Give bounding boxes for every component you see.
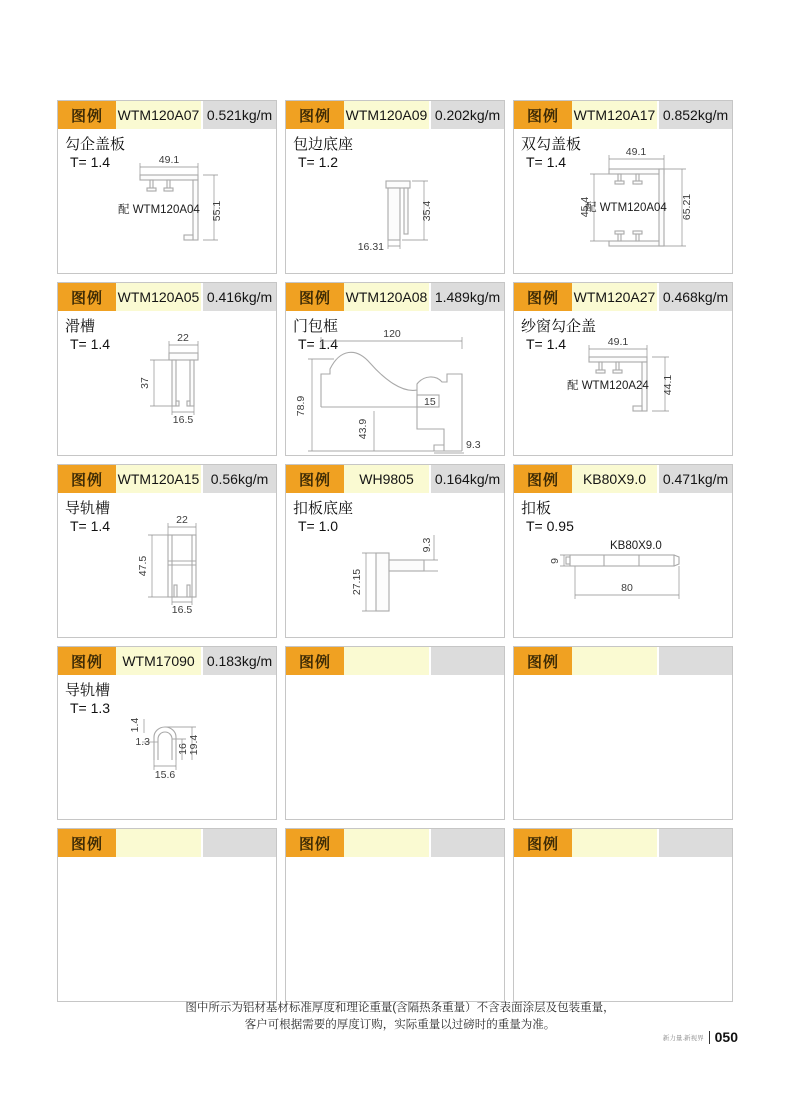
weight-value: 0.56kg/m [201, 465, 276, 493]
legend-badge: 图例 [58, 283, 116, 311]
dim-width-label: 49.1 [625, 146, 647, 158]
legend-badge: 图例 [514, 465, 572, 493]
weight-value [201, 829, 276, 857]
profile-card-empty [57, 828, 277, 1002]
profile-outline [376, 553, 424, 611]
dim-bottom-label: 16.5 [171, 604, 193, 616]
weight-value [657, 829, 732, 857]
profile-card [513, 464, 733, 638]
profile-card [513, 282, 733, 456]
profile-title: 扣板底座 [293, 500, 354, 517]
profile-drawing [286, 129, 504, 273]
profile-card [57, 282, 277, 456]
dim-height-label: 35.4 [421, 200, 433, 222]
thickness-value: T= 1.3 [70, 700, 111, 716]
legend-badge: 图例 [286, 101, 344, 129]
card-body [286, 311, 504, 455]
weight-value [657, 647, 732, 675]
card-header [514, 465, 732, 493]
dim-foot-label: 9.3 [466, 439, 481, 451]
dim-height-label: 44.1 [662, 374, 674, 396]
legend-badge: 图例 [286, 465, 344, 493]
weight-value: 0.164kg/m [429, 465, 504, 493]
weight-value: 0.202kg/m [429, 101, 504, 129]
dim-width-label: 49.1 [158, 154, 180, 166]
dim-height-label: 9 [549, 558, 561, 564]
card-body [58, 493, 276, 637]
profile-card [57, 646, 277, 820]
profile-card-empty [513, 646, 733, 820]
profile-title: 勾企盖板 [65, 136, 126, 153]
mating-note: 配 WTM120A04 [585, 202, 667, 214]
thickness-value: T= 1.4 [70, 518, 111, 534]
mating-note: 配 WTM120A24 [567, 380, 649, 392]
card-body [514, 493, 732, 637]
profile-title: 导轨槽 [65, 500, 111, 517]
legend-badge: 图例 [286, 647, 344, 675]
profile-card-empty [285, 828, 505, 1002]
dim-height-label: 47.5 [137, 555, 149, 577]
legend-badge: 图例 [514, 829, 572, 857]
profile-card-empty [285, 646, 505, 820]
card-body [514, 857, 732, 1001]
profile-title: 扣板 [521, 500, 552, 517]
weight-value: 0.468kg/m [657, 283, 732, 311]
model-code: WTM120A15 [116, 465, 201, 493]
thickness-value: T= 1.4 [526, 336, 567, 352]
profile-title: 纱窗勾企盖 [521, 318, 597, 335]
profile-outline [169, 353, 198, 406]
thickness-value: T= 1.4 [70, 336, 111, 352]
card-header [514, 283, 732, 311]
legend-badge: 图例 [286, 283, 344, 311]
card-body [514, 129, 732, 273]
profile-card [285, 282, 505, 456]
model-code: WTM120A07 [116, 101, 201, 129]
dim-width-label: 49.1 [607, 336, 629, 348]
dim-bottom-label: 15.6 [154, 769, 176, 781]
dim-top-label: 1.4 [129, 717, 141, 733]
dim-left-height-label: 45.4 [579, 196, 591, 218]
model-code: WTM120A08 [344, 283, 429, 311]
legend-badge: 图例 [58, 829, 116, 857]
weight-value: 0.852kg/m [657, 101, 732, 129]
brand-slogan: 新力量.新视界 [662, 1034, 704, 1042]
profile-card [513, 100, 733, 274]
weight-value: 0.416kg/m [201, 283, 276, 311]
model-code: WTM120A05 [116, 283, 201, 311]
card-body [58, 129, 276, 273]
card-header [514, 829, 732, 857]
profile-card-empty [513, 828, 733, 1002]
model-code [344, 829, 429, 857]
card-body [58, 311, 276, 455]
dim-right-height-label: 65.21 [681, 193, 693, 221]
weight-value [429, 829, 504, 857]
profile-title: 导轨槽 [65, 682, 111, 699]
card-header [58, 647, 276, 675]
dim-outer-height-label: 19.4 [188, 734, 200, 756]
dim-width-label: 16.31 [357, 241, 384, 253]
card-header [58, 829, 276, 857]
profile-drawing [286, 493, 504, 637]
dim-width-label: 120 [383, 328, 401, 340]
card-body [286, 129, 504, 273]
profile-outline [386, 181, 410, 240]
profile-card [285, 100, 505, 274]
profile-title: 滑槽 [65, 318, 96, 335]
legend-badge: 图例 [514, 283, 572, 311]
profile-outline [566, 555, 679, 566]
legend-badge: 图例 [58, 101, 116, 129]
dimension-lines [560, 555, 679, 599]
card-header [58, 101, 276, 129]
disclaimer-line-1: 图中所示为铝材基材标准厚度和理论重量(含隔热条重量）不含表面涂层及包装重量， [185, 1002, 615, 1014]
card-header [286, 283, 504, 311]
model-code: KB80X9.0 [572, 465, 657, 493]
model-code: WTM120A09 [344, 101, 429, 129]
dim-width-label: 22 [176, 514, 188, 526]
profile-drawing [514, 129, 732, 273]
card-body [514, 311, 732, 455]
dim-inner-height-label: 43.9 [357, 418, 369, 440]
thickness-value: T= 1.4 [70, 154, 111, 170]
card-header [58, 465, 276, 493]
card-header [286, 101, 504, 129]
brand-divider [709, 1031, 710, 1044]
card-header [286, 829, 504, 857]
profile-drawing [58, 311, 276, 455]
weight-value: 0.521kg/m [201, 101, 276, 129]
dim-bottom-label: 16.5 [172, 414, 194, 426]
model-code [572, 829, 657, 857]
thickness-value: T= 0.95 [526, 518, 574, 534]
model-code [344, 647, 429, 675]
profile-title: 包边底座 [293, 136, 354, 153]
profile-drawing [514, 311, 732, 455]
profile-title: 门包框 [293, 318, 339, 335]
profile-outline [154, 727, 176, 760]
weight-value [429, 647, 504, 675]
card-body [286, 675, 504, 819]
card-header [514, 647, 732, 675]
dimension-lines [589, 345, 669, 411]
legend-badge: 图例 [514, 101, 572, 129]
profile-drawing [58, 129, 276, 273]
footer-brand [663, 1029, 738, 1045]
dim-arm-label: 9.3 [421, 537, 433, 553]
profile-title: 双勾盖板 [521, 136, 582, 153]
disclaimer-line-2: 客户可根据需要的厚度订购，实际重量以过磅时的重量为准。 [244, 1019, 556, 1031]
dim-height-label: 55.1 [211, 200, 223, 222]
card-body [58, 857, 276, 1001]
model-code: WTM17090 [116, 647, 201, 675]
thickness-value: T= 1.4 [526, 154, 567, 170]
card-header [58, 283, 276, 311]
card-body [286, 493, 504, 637]
card-body [58, 675, 276, 819]
dim-height-label: 78.9 [295, 395, 307, 417]
dim-height-label: 27.15 [351, 568, 363, 596]
profile-drawing [286, 311, 504, 455]
legend-badge: 图例 [58, 647, 116, 675]
page-number: 050 [714, 1029, 738, 1045]
profile-card [57, 100, 277, 274]
dim-width-label: 80 [621, 582, 633, 594]
mating-note: 配 WTM120A04 [118, 204, 200, 216]
thickness-value: T= 1.0 [298, 518, 339, 534]
thickness-value: T= 1.2 [298, 154, 339, 170]
dim-notch-label: 15 [424, 396, 436, 408]
card-body [514, 675, 732, 819]
card-header [286, 647, 504, 675]
thickness-value: T= 1.4 [298, 336, 339, 352]
weight-value: 0.471kg/m [657, 465, 732, 493]
dimension-lines [308, 337, 464, 453]
dim-inner-height-label: 16 [177, 743, 189, 755]
model-code: WH9805 [344, 465, 429, 493]
profile-outline [168, 535, 196, 597]
card-body [286, 857, 504, 1001]
profile-card [57, 464, 277, 638]
profile-label: KB80X9.0 [610, 540, 662, 552]
profile-grid [57, 100, 733, 1002]
model-code: WTM120A27 [572, 283, 657, 311]
profile-drawing [58, 675, 276, 819]
profile-drawing [514, 493, 732, 637]
model-code [116, 829, 201, 857]
card-header [286, 465, 504, 493]
model-code: WTM120A17 [572, 101, 657, 129]
weight-value: 0.183kg/m [201, 647, 276, 675]
legend-badge: 图例 [58, 465, 116, 493]
profile-outline [321, 352, 462, 451]
legend-badge: 图例 [286, 829, 344, 857]
profile-drawing [58, 493, 276, 637]
model-code [572, 647, 657, 675]
card-header [514, 101, 732, 129]
dim-height-label: 37 [139, 377, 151, 389]
dim-left-label: 1.3 [135, 736, 150, 748]
legend-badge: 图例 [514, 647, 572, 675]
weight-value: 1.489kg/m [429, 283, 504, 311]
dim-width-label: 22 [177, 332, 189, 344]
profile-card [285, 464, 505, 638]
